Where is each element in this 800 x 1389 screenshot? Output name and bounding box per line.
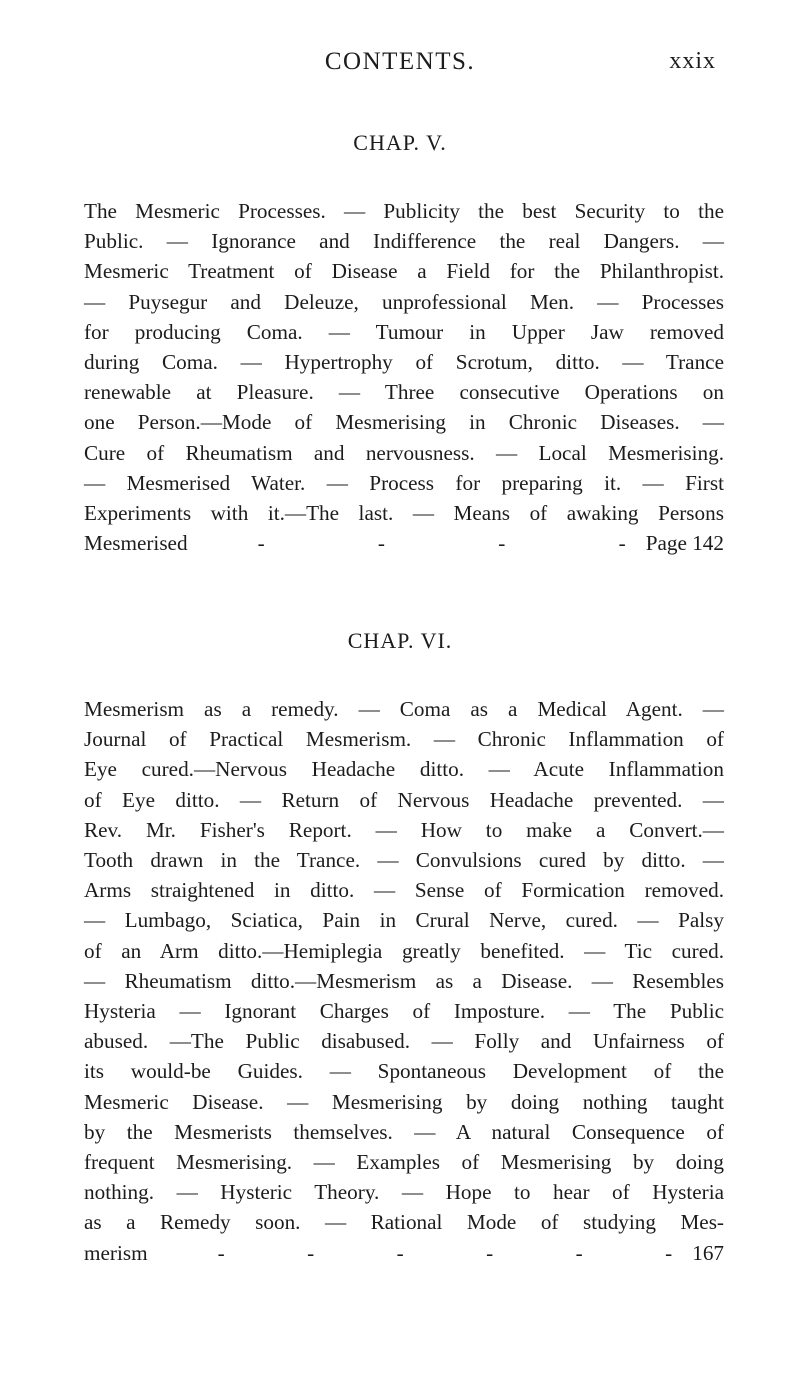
leader-dash: - [665, 1240, 673, 1265]
summary-line: by the Mesmerists themselves. — A natural Consequence of [84, 1119, 724, 1144]
summary-line: renewable at Pleasure. — Three consecutive Operations on [84, 380, 724, 405]
summary-line: Mesmeric Disease. — Mesmerising by doing nothing taught [84, 1089, 724, 1114]
leader-dash: - [618, 531, 626, 556]
chapter-heading: CHAP. VI. [347, 628, 453, 653]
summary-last-line [84, 528, 724, 558]
summary-line: — Mesmerised Water. — Process for preparing it. — First [84, 470, 724, 495]
page-reference: Page 142 [645, 531, 724, 556]
leader-dash: - [217, 1240, 225, 1265]
leader-dash: - [307, 1240, 315, 1265]
summary-last-line [84, 1238, 724, 1268]
summary-line: for producing Coma. — Tumour in Upper Jaw removed [84, 319, 724, 344]
summary-line: The Mesmeric Processes. — Publicity the best Security to the [84, 199, 724, 223]
summary-line: frequent Mesmerising. — Examples of Mesmerising by doing [84, 1150, 724, 1175]
summary-line: Public. — Ignorance and Indifference the real Dangers. — [84, 229, 724, 254]
summary-line: of Eye ditto. — Return of Nervous Headache prevented. — [84, 787, 724, 812]
running-head [0, 42, 800, 82]
summary-line: during Coma. — Hypertrophy of Scrotum, ditto. — Trance [84, 350, 724, 375]
leader-dash: - [575, 1240, 583, 1265]
summary-line: Journal of Practical Mesmerism. — Chronic Inflammation of [84, 727, 724, 752]
summary-line: Mesmeric Treatment of Disease a Field for the Philanthropist. [84, 259, 724, 284]
chapter-summary [84, 196, 724, 558]
dot-leaders [258, 528, 626, 558]
page-reference: 167 [692, 1240, 724, 1265]
summary-line: nothing. — Hysteric Theory. — Hope to hear of Hysteria [84, 1180, 724, 1205]
summary-line: — Rheumatism ditto.—Mesmerism as a Disease. — Resembles [84, 968, 724, 993]
summary-line: — Puysegur and Deleuze, unprofessional Men. — Processes [84, 289, 724, 314]
summary-line: Tooth drawn in the Trance. — Convulsions cured by ditto. — [84, 848, 724, 873]
summary-line: — Lumbago, Sciatica, Pain in Crural Nerve, cured. — Palsy [84, 908, 724, 933]
summary-line: Rev. Mr. Fisher's Report. — How to make a Convert.— [84, 817, 724, 842]
summary-line: Arms straightened in ditto. — Sense of Formication removed. [84, 878, 724, 903]
summary-line: Hysteria — Ignorant Charges of Imposture. — The Public [84, 999, 724, 1024]
summary-line: as a Remedy soon. — Rational Mode of studying Mes- [84, 1210, 724, 1235]
dot-leaders [218, 1238, 673, 1268]
summary-line: of an Arm ditto.—Hemiplegia greatly benefited. — Tic cured. [84, 938, 724, 963]
leader-dash: - [498, 531, 506, 556]
chapter-heading: CHAP. V. [353, 130, 447, 155]
running-title: CONTENTS. [324, 48, 476, 75]
summary-line-end: merism [84, 1240, 148, 1265]
leader-dash: - [396, 1240, 404, 1265]
summary-line-end: Mesmerised [84, 531, 188, 556]
summary-line: Experiments with it.—The last. — Means of awaking Persons [84, 501, 724, 526]
leader-dash: - [486, 1240, 494, 1265]
summary-line: abused. —The Public disabused. — Folly and Unfairness of [84, 1029, 724, 1054]
summary-line: its would-be Guides. — Spontaneous Development of the [84, 1059, 724, 1084]
summary-line: Eye cured.—Nervous Headache ditto. — Acute Inflammation [84, 757, 724, 782]
leader-dash: - [377, 531, 385, 556]
summary-line: one Person.—Mode of Mesmerising in Chronic Diseases. — [84, 410, 724, 435]
summary-line: Cure of Rheumatism and nervousness. — Local Mesmerising. [84, 440, 724, 465]
leader-dash: - [257, 531, 265, 556]
chapter-summary [84, 694, 724, 1268]
summary-line: Mesmerism as a remedy. — Coma as a Medical Agent. — [84, 697, 724, 721]
page-number: xxix [669, 48, 716, 74]
